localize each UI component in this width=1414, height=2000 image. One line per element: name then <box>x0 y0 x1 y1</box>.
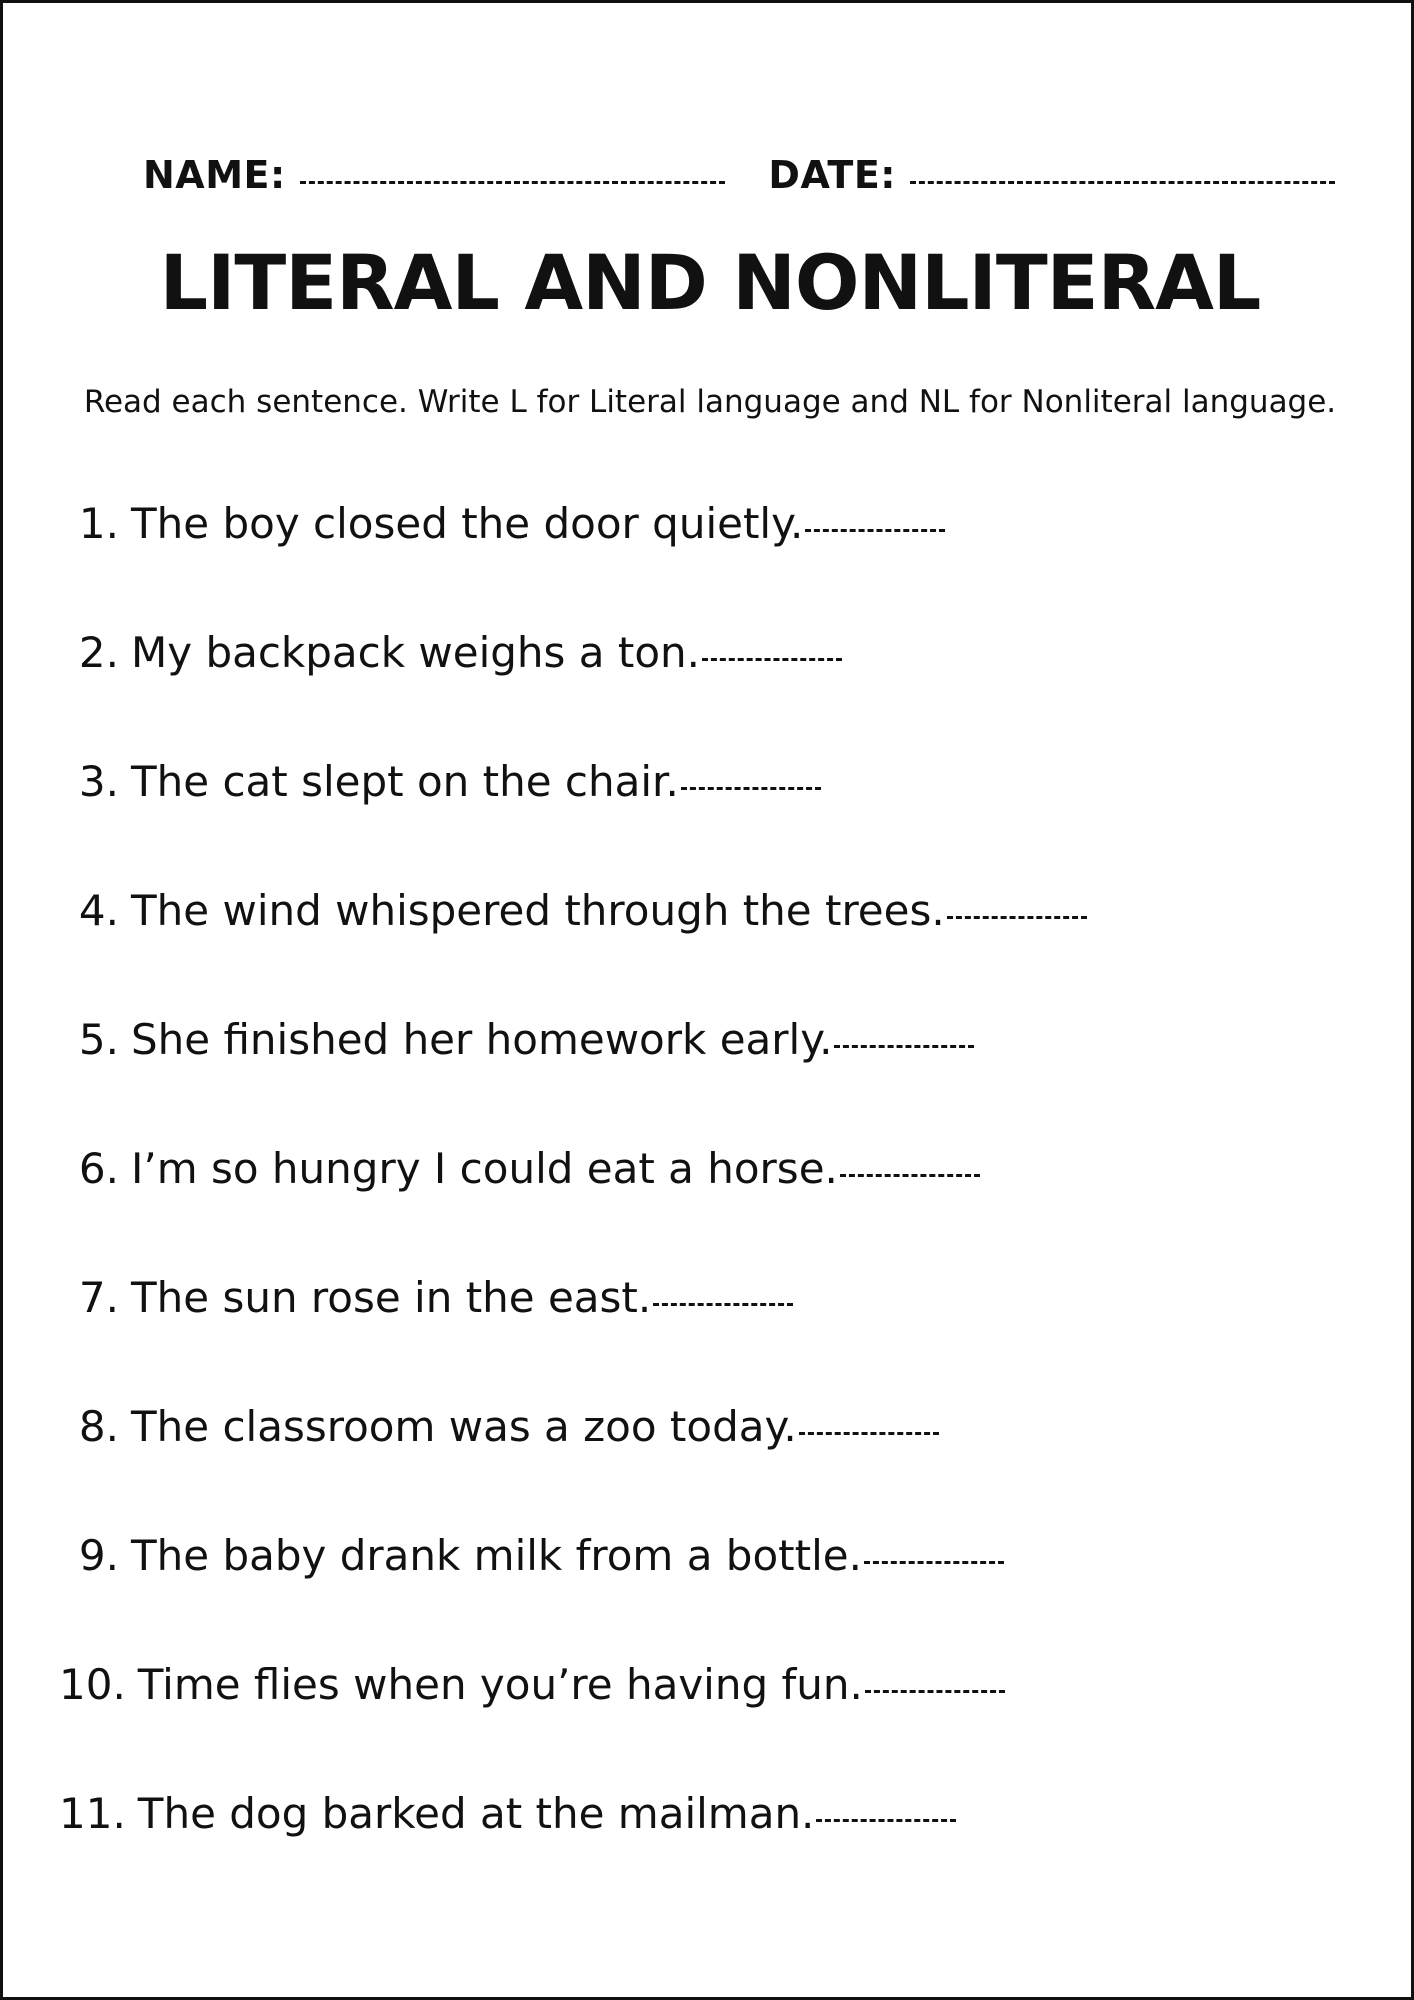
question-text: Time flies when you’re having fun. <box>137 1660 863 1709</box>
question-item <box>59 1273 793 1322</box>
answer-blank[interactable] <box>947 916 1087 919</box>
header-row <box>143 153 1335 197</box>
answer-blank[interactable] <box>816 1819 956 1822</box>
question-number: 6. <box>78 1144 119 1193</box>
question-text: I’m so hungry I could eat a horse. <box>131 1144 838 1193</box>
answer-blank[interactable] <box>799 1432 939 1435</box>
question-text: The baby drank milk from a bottle. <box>131 1531 862 1580</box>
name-field <box>143 153 725 197</box>
question-number: 10. <box>59 1660 126 1709</box>
question-number: 2. <box>78 628 119 677</box>
question-item <box>59 1660 1005 1709</box>
date-blank[interactable] <box>910 181 1335 184</box>
question-text: She finished her homework early. <box>131 1015 833 1064</box>
date-label: DATE: <box>768 153 896 197</box>
question-text: The dog barked at the mailman. <box>137 1789 815 1838</box>
answer-blank[interactable] <box>834 1045 974 1048</box>
question-item <box>59 757 821 806</box>
name-blank[interactable] <box>300 181 725 184</box>
question-number: 3. <box>78 757 119 806</box>
question-item <box>59 628 842 677</box>
answer-blank[interactable] <box>653 1303 793 1306</box>
question-number: 5. <box>78 1015 119 1064</box>
question-text: The wind whispered through the trees. <box>131 886 945 935</box>
answer-blank[interactable] <box>681 787 821 790</box>
question-number: 9. <box>78 1531 119 1580</box>
question-number: 7. <box>78 1273 119 1322</box>
question-item <box>59 1402 939 1451</box>
answer-blank[interactable] <box>702 658 842 661</box>
question-number: 4. <box>78 886 119 935</box>
question-item <box>59 1015 974 1064</box>
question-item <box>59 886 1087 935</box>
answer-blank[interactable] <box>805 529 945 532</box>
question-text: The cat slept on the chair. <box>131 757 679 806</box>
name-label: NAME: <box>143 153 286 197</box>
question-text: My backpack weighs a ton. <box>131 628 701 677</box>
answer-blank[interactable] <box>864 1561 1004 1564</box>
answer-blank[interactable] <box>840 1174 980 1177</box>
question-number: 11. <box>59 1789 126 1838</box>
question-item <box>59 1531 1004 1580</box>
question-item <box>59 1789 956 1838</box>
answer-blank[interactable] <box>865 1690 1005 1693</box>
question-number: 1. <box>78 499 119 548</box>
page-title: LITERAL AND NONLITERAL <box>159 238 1261 327</box>
question-number: 8. <box>78 1402 119 1451</box>
question-item <box>59 499 945 548</box>
question-text: The sun rose in the east. <box>131 1273 652 1322</box>
question-text: The classroom was a zoo today. <box>131 1402 797 1451</box>
question-item <box>59 1144 980 1193</box>
instructions: Read each sentence. Write L for Literal language and NL for Nonliteral language. <box>83 384 1337 420</box>
date-field <box>768 153 1335 197</box>
question-text: The boy closed the door quietly. <box>131 499 804 548</box>
